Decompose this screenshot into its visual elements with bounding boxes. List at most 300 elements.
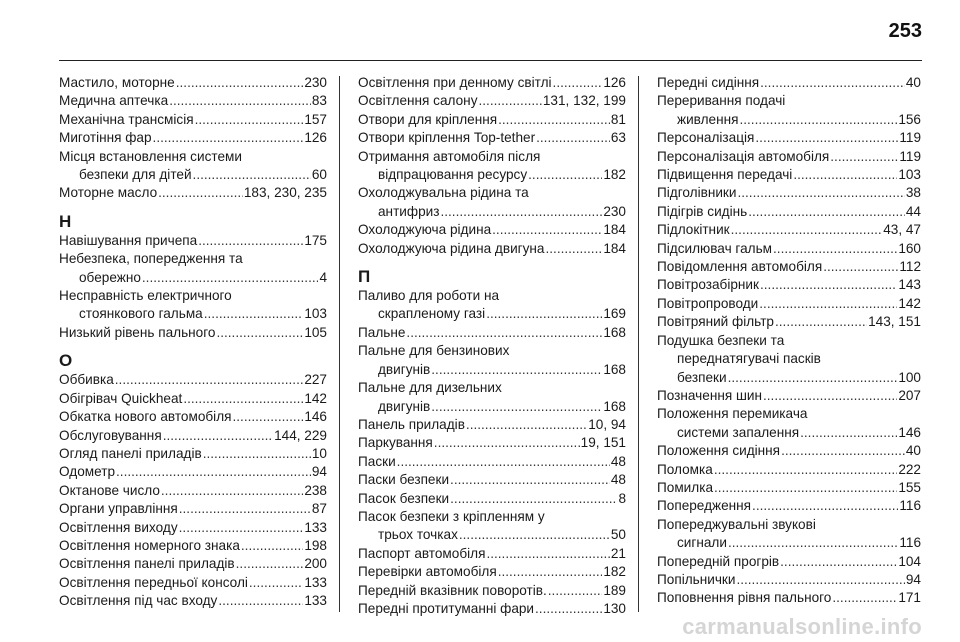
index-entry[interactable]	[657, 295, 921, 313]
index-entry[interactable]	[358, 111, 626, 129]
index-entry-line: Попереджувальні звукові	[657, 516, 816, 532]
dot-leader	[241, 537, 303, 555]
index-entry-term: Помилка	[657, 479, 714, 495]
index-entry[interactable]	[657, 387, 921, 405]
index-entry[interactable]	[59, 445, 327, 463]
column-divider	[638, 76, 639, 612]
index-entry-term: Панель приладів	[358, 416, 465, 432]
dot-leader	[179, 519, 304, 537]
index-entry-term: Передні протитуманні фари	[358, 600, 535, 616]
index-entry[interactable]	[657, 74, 921, 92]
index-entry[interactable]	[657, 479, 921, 497]
index-entry-pages[interactable]: 171	[898, 590, 921, 606]
index-entry-term: Освітлення передньої консолі	[59, 574, 248, 590]
dot-leader	[450, 471, 610, 489]
index-entry[interactable]	[657, 221, 921, 239]
index-entry[interactable]	[657, 184, 921, 202]
index-entry[interactable]	[59, 166, 327, 184]
index-entry-term: Мастило, моторне	[59, 75, 175, 90]
dot-leader	[450, 490, 617, 508]
index-entry-term: Попільнички	[657, 571, 736, 587]
dot-leader	[486, 545, 609, 563]
index-entry-term: Медична аптечка	[59, 93, 169, 109]
index-column-3	[657, 74, 921, 608]
index-entry-pages[interactable]: 60	[311, 167, 327, 183]
dot-leader	[153, 129, 304, 147]
index-entry-pages[interactable]: 119	[899, 130, 921, 146]
index-entry[interactable]	[657, 240, 921, 258]
dot-leader	[728, 534, 898, 552]
index-entry-term: двигунів	[378, 361, 431, 377]
index-entry-term: трьох точках	[378, 527, 458, 543]
index-entry-pages[interactable]: 40	[905, 443, 921, 459]
index-entry-term: Попередній прогрів	[657, 553, 780, 569]
index-entry-line: Паливо для роботи на	[358, 288, 500, 304]
index-entry-pages[interactable]: 142	[304, 390, 327, 406]
index-entry-term: Попередження	[657, 498, 752, 514]
index-entry-line: Небезпека, попередження та	[59, 251, 243, 267]
index-entry[interactable]	[657, 534, 921, 552]
dot-leader	[161, 482, 303, 500]
dot-leader	[115, 371, 304, 389]
dot-leader	[714, 461, 897, 479]
dot-leader	[203, 445, 311, 463]
index-entry[interactable]	[358, 416, 626, 434]
index-entry-line: Положення перемикача	[657, 406, 808, 422]
dot-leader	[748, 203, 905, 221]
dot-leader	[830, 148, 898, 166]
index-entry-pages[interactable]: 207	[898, 387, 921, 403]
index-entry-pages[interactable]: 10	[311, 445, 327, 461]
index-entry-pages[interactable]: 160	[898, 240, 921, 256]
index-entry[interactable]	[59, 574, 327, 592]
dot-leader	[176, 74, 304, 92]
index-entry-pages[interactable]: 155	[898, 479, 921, 495]
index-entry-term: Низький рівень пального	[59, 324, 216, 340]
index-entry-pages[interactable]: 38	[905, 185, 921, 201]
index-entry-term: Повітропроводи	[657, 295, 759, 311]
dot-leader	[193, 166, 311, 184]
index-entry-pages[interactable]: 44	[905, 203, 921, 219]
dot-leader	[763, 387, 897, 405]
index-entry[interactable]	[657, 497, 921, 515]
index-entry-pages[interactable]: 131, 132, 199	[542, 93, 626, 109]
watermark: carmanualsonline.info	[682, 614, 922, 639]
index-entry-pages[interactable]: 40	[905, 75, 921, 90]
index-entry-term: Освітлення панелі приладів	[59, 556, 235, 572]
index-entry[interactable]	[358, 305, 626, 323]
index-entry-term: Персоналізація	[657, 130, 755, 146]
index-entry-term: Повідомлення автомобіля	[657, 259, 823, 275]
index-entry[interactable]	[358, 582, 626, 600]
dot-leader	[553, 74, 603, 92]
dot-leader	[142, 269, 319, 287]
index-entry-term: Перевірки автомобіля	[358, 564, 497, 580]
dot-leader	[183, 390, 303, 408]
index-entry[interactable]	[657, 129, 921, 147]
index-entry[interactable]	[358, 563, 626, 581]
index-entry-pages[interactable]: 94	[311, 464, 327, 480]
index-entry-pages[interactable]: 238	[304, 482, 327, 498]
index-entry-pages[interactable]: 48	[610, 453, 626, 469]
index-entry[interactable]	[657, 276, 921, 294]
index-entry[interactable]	[59, 324, 327, 342]
dot-leader	[731, 221, 883, 239]
index-entry-term: обережно	[79, 269, 141, 285]
index-entry-term: Повітрозабірник	[657, 277, 759, 293]
index-entry-pages[interactable]: 222	[898, 461, 921, 477]
index-entry-line: Пальне для бензинових	[358, 343, 510, 359]
dot-leader	[179, 500, 311, 518]
page-number: 253	[888, 20, 922, 42]
index-entry-term: скрапленому газі	[378, 306, 486, 322]
dot-leader	[823, 258, 898, 276]
index-entry-pages[interactable]: 87	[311, 501, 327, 517]
dot-leader	[198, 232, 303, 250]
index-entry[interactable]	[358, 166, 626, 184]
index-entry[interactable]	[59, 371, 327, 389]
index-entry-term: Поповнення рівня пального	[657, 590, 832, 606]
dot-leader	[714, 479, 897, 497]
dot-leader	[492, 221, 602, 239]
dot-leader	[736, 571, 904, 589]
index-entry[interactable]	[59, 427, 327, 445]
index-entry-pages[interactable]: 19, 151	[580, 435, 626, 451]
index-entry-term: Механічна трансмісія	[59, 111, 194, 127]
index-entry[interactable]	[358, 398, 626, 416]
dot-leader	[728, 369, 898, 387]
index-entry-pages[interactable]: 126	[304, 130, 327, 146]
index-entry[interactable]	[358, 526, 626, 544]
index-entry-term: Октанове число	[59, 482, 160, 498]
dot-leader	[397, 453, 610, 471]
index-entry[interactable]	[358, 324, 626, 342]
index-column-2	[358, 74, 626, 618]
dot-leader	[800, 424, 897, 442]
index-entry-term: Підігрів сидінь	[657, 203, 748, 219]
index-entry-term: Підголівники	[657, 185, 737, 201]
index-entry-pages[interactable]: 104	[898, 553, 921, 569]
index-entry-pages[interactable]: 182	[603, 564, 626, 580]
index-entry[interactable]	[358, 129, 626, 147]
dot-leader	[116, 463, 311, 481]
index-entry-pages[interactable]: 43, 47	[883, 222, 921, 238]
index-entry-pages[interactable]: 112	[899, 259, 921, 275]
index-entry-pages[interactable]: 182	[603, 167, 626, 183]
index-entry-line: Подушка безпеки та	[657, 332, 785, 348]
index-entry-term: Органи управління	[59, 501, 178, 517]
index-entry-term: живлення	[677, 111, 739, 127]
index-entry-pages[interactable]: 81	[610, 111, 626, 127]
dot-leader	[163, 427, 273, 445]
index-entry-pages[interactable]: 142	[898, 295, 921, 311]
index-entry-pages[interactable]: 168	[603, 361, 626, 377]
index-entry[interactable]	[59, 555, 327, 573]
index-entry-term: Освітлення при денному світлі	[358, 75, 552, 90]
dot-leader	[548, 582, 603, 600]
index-entry-pages[interactable]: 183, 230, 235	[243, 185, 327, 201]
index-entry[interactable]	[59, 537, 327, 555]
index-entry-term: Миготіння фар	[59, 130, 152, 146]
dot-leader	[775, 313, 867, 331]
dot-leader	[498, 111, 610, 129]
dot-leader	[158, 184, 243, 202]
index-entry-pages[interactable]: 83	[311, 93, 327, 109]
index-entry[interactable]	[358, 221, 626, 239]
index-entry[interactable]	[59, 305, 327, 323]
index-entry-term: Пасок безпеки	[358, 490, 450, 506]
index-entry-term: Передній вказівник поворотів.	[358, 582, 547, 598]
dot-leader	[739, 111, 897, 129]
index-entry-term: Освітлення під час входу	[59, 593, 218, 609]
index-entry[interactable]	[657, 313, 921, 331]
index-entry[interactable]	[358, 361, 626, 379]
index-entry-pages[interactable]: 157	[304, 111, 327, 127]
dot-leader	[440, 203, 602, 221]
index-entry[interactable]	[358, 92, 626, 110]
index-entry[interactable]	[657, 148, 921, 166]
index-entry-line: переднатягувачі пасків	[677, 351, 821, 367]
index-letter-heading: П	[358, 267, 371, 287]
index-entry-pages[interactable]: 184	[603, 222, 626, 238]
index-entry[interactable]	[358, 471, 626, 489]
index-entry-pages[interactable]: 143	[898, 277, 921, 293]
index-entry-term: Одометр	[59, 464, 116, 480]
index-entry-pages[interactable]: 103	[898, 167, 921, 183]
dot-leader	[528, 166, 602, 184]
index-entry-pages[interactable]: 144, 229	[274, 427, 327, 443]
index-entry-pages[interactable]: 4	[319, 269, 327, 285]
index-entry-pages[interactable]: 130	[603, 600, 626, 616]
index-entry[interactable]	[59, 129, 327, 147]
index-entry-pages[interactable]: 63	[610, 130, 626, 146]
index-entry-pages[interactable]: 21	[610, 545, 626, 561]
index-entry[interactable]	[657, 258, 921, 276]
index-entry-pages[interactable]: 105	[304, 324, 327, 340]
index-entry[interactable]	[358, 545, 626, 563]
dot-leader	[466, 416, 587, 434]
index-entry[interactable]	[657, 203, 921, 221]
dot-leader	[781, 442, 905, 460]
index-entry-pages[interactable]: 200	[304, 556, 327, 572]
index-entry-term: Отвори для кріплення	[358, 111, 498, 127]
index-entry-term: Охолоджуюча рідина	[358, 222, 492, 238]
index-entry-pages[interactable]: 126	[603, 75, 626, 90]
index-entry[interactable]	[657, 442, 921, 460]
index-entry-pages[interactable]: 175	[304, 232, 327, 248]
index-entry-term: Освітлення салону	[358, 93, 478, 109]
dot-leader	[169, 92, 311, 110]
index-entry[interactable]	[59, 74, 327, 92]
dot-leader	[752, 497, 898, 515]
dot-leader	[434, 434, 580, 452]
header-rule	[59, 60, 922, 61]
index-entry-term: сигнали	[677, 535, 727, 551]
index-entry-pages[interactable]: 189	[603, 582, 626, 598]
dot-leader	[236, 555, 304, 573]
dot-leader	[737, 184, 904, 202]
index-entry[interactable]	[358, 453, 626, 471]
index-entry-pages[interactable]: 50	[610, 527, 626, 543]
index-entry-pages[interactable]: 227	[304, 372, 327, 388]
index-entry-term: безпеки для дітей	[79, 167, 192, 183]
index-entry-pages[interactable]: 169	[603, 306, 626, 322]
index-entry-pages[interactable]: 133	[304, 574, 327, 590]
index-entry[interactable]	[657, 461, 921, 479]
index-entry[interactable]	[59, 408, 327, 426]
dot-leader	[459, 526, 610, 544]
index-entry-pages[interactable]: 146	[898, 424, 921, 440]
index-entry-term: Підлокітник	[657, 222, 730, 238]
dot-leader	[832, 589, 897, 607]
dot-leader	[545, 240, 602, 258]
dot-leader	[406, 324, 602, 342]
index-column-1	[59, 74, 327, 611]
index-entry-term: безпеки	[677, 369, 727, 385]
index-entry[interactable]	[59, 92, 327, 110]
index-entry[interactable]	[358, 600, 626, 618]
index-entry[interactable]	[657, 424, 921, 442]
index-entry-term: Моторне масло	[59, 185, 158, 201]
index-entry-term: Паркування	[358, 435, 433, 451]
index-entry-term: Положення сидіння	[657, 443, 781, 459]
index-entry[interactable]	[657, 111, 921, 129]
column-divider	[339, 76, 340, 612]
index-entry[interactable]	[358, 434, 626, 452]
index-entry[interactable]	[358, 490, 626, 508]
index-entry[interactable]	[657, 571, 921, 589]
index-entry-term: Паски безпеки	[358, 472, 450, 488]
index-entry-pages[interactable]: 168	[603, 324, 626, 340]
index-entry-line: Охолоджувальна рідина та	[358, 185, 529, 201]
index-entry[interactable]	[59, 500, 327, 518]
index-entry-pages[interactable]: 146	[304, 409, 327, 425]
index-entry-term: Повітряний фільтр	[657, 314, 774, 330]
dot-leader	[204, 305, 304, 323]
dot-leader	[760, 74, 905, 92]
index-entry-term: Пальне	[358, 324, 406, 340]
index-entry-line: Місця встановлення системи	[59, 148, 242, 164]
index-entry-term: Обслуговування	[59, 427, 162, 443]
dot-leader	[479, 92, 542, 110]
index-entry-term: Передні сидіння	[657, 75, 760, 90]
dot-leader	[431, 398, 602, 416]
index-entry-pages[interactable]: 133	[304, 519, 327, 535]
index-entry[interactable]	[59, 519, 327, 537]
dot-leader	[233, 408, 304, 426]
dot-leader	[195, 111, 304, 129]
index-entry-term: Охолоджуюча рідина двигуна	[358, 240, 545, 256]
index-entry-pages[interactable]: 230	[304, 75, 327, 90]
index-entry-term: Обігрівач Quickheat	[59, 390, 183, 406]
index-entry-term: Освітлення номерного знака	[59, 537, 240, 553]
index-entry[interactable]	[59, 482, 327, 500]
index-entry[interactable]	[657, 369, 921, 387]
index-entry[interactable]	[59, 390, 327, 408]
index-entry[interactable]	[59, 111, 327, 129]
index-entry-line: Пальне для дизельних	[358, 380, 502, 396]
index-entry-term: стоянкового гальма	[79, 306, 203, 322]
dot-leader	[536, 129, 610, 147]
index-entry-term: Підвищення передачі	[657, 167, 793, 183]
dot-leader	[793, 166, 897, 184]
index-entry-term: відпрацювання ресурсу	[378, 167, 528, 183]
index-entry-pages[interactable]: 103	[304, 306, 327, 322]
index-entry-term: Паски	[358, 453, 396, 469]
index-entry-pages[interactable]: 119	[899, 148, 921, 164]
index-entry-pages[interactable]: 8	[618, 490, 626, 506]
index-entry-term: Обкатка нового автомобіля	[59, 409, 232, 425]
dot-leader	[218, 592, 303, 610]
index-entry-pages[interactable]: 100	[898, 369, 921, 385]
index-entry-pages[interactable]: 168	[603, 398, 626, 414]
dot-leader	[760, 276, 897, 294]
index-entry-term: Поломка	[657, 461, 713, 477]
index-letter-heading: Н	[59, 211, 72, 231]
dot-leader	[759, 295, 897, 313]
index-entry[interactable]	[358, 203, 626, 221]
index-entry-pages[interactable]: 94	[905, 571, 921, 587]
index-entry-pages[interactable]: 184	[603, 240, 626, 256]
index-entry-line: Пасок безпеки з кріпленням у	[358, 508, 545, 524]
index-entry[interactable]	[657, 589, 921, 607]
index-entry-line: Несправність електричного	[59, 288, 232, 304]
index-entry-term: Підсилювач гальм	[657, 240, 773, 256]
index-entry[interactable]	[59, 463, 327, 481]
index-entry-pages[interactable]: 10, 94	[588, 416, 626, 432]
dot-leader	[498, 563, 603, 581]
index-entry[interactable]	[59, 232, 327, 250]
index-entry-term: Позначення шин	[657, 387, 762, 403]
index-entry-term: Паспорт автомобіля	[358, 545, 486, 561]
index-entry-line: Отримання автомобіля після	[358, 148, 541, 164]
dot-leader	[216, 324, 303, 342]
index-entry-pages[interactable]: 116	[899, 535, 921, 551]
index-entry-term: Освітлення виходу	[59, 519, 178, 535]
index-entry-pages[interactable]: 48	[610, 472, 626, 488]
index-entry-term: Отвори кріплення Top-tether	[358, 130, 536, 146]
dot-leader	[755, 129, 898, 147]
index-entry-pages[interactable]: 230	[603, 203, 626, 219]
dot-leader	[431, 361, 602, 379]
dot-leader	[773, 240, 897, 258]
index-entry-term: Огляд панелі приладів	[59, 445, 202, 461]
dot-leader	[486, 305, 602, 323]
index-entry-term: антифриз	[378, 203, 440, 219]
index-entry[interactable]	[59, 184, 327, 202]
index-entry-term: Оббивка	[59, 372, 114, 388]
dot-leader	[249, 574, 303, 592]
index-entry-line: Переривання подачі	[657, 93, 786, 109]
index-entry-pages[interactable]: 156	[898, 111, 921, 127]
index-entry-term: двигунів	[378, 398, 431, 414]
dot-leader	[535, 600, 602, 618]
index-entry[interactable]	[657, 166, 921, 184]
index-entry-term: Персоналізація автомобіля	[657, 148, 830, 164]
index-letter-heading: О	[59, 351, 73, 371]
index-entry[interactable]	[59, 269, 327, 287]
index-entry[interactable]	[59, 592, 327, 610]
index-entry-pages[interactable]: 143, 151	[868, 314, 921, 330]
index-entry[interactable]	[657, 553, 921, 571]
dot-leader	[780, 553, 897, 571]
index-entry-term: Навішування причепа	[59, 232, 198, 248]
index-entry[interactable]	[358, 74, 626, 92]
index-entry-pages[interactable]: 133	[304, 593, 327, 609]
index-entry-pages[interactable]: 198	[304, 537, 327, 553]
index-entry-pages[interactable]: 116	[899, 498, 921, 514]
index-entry[interactable]	[358, 240, 626, 258]
